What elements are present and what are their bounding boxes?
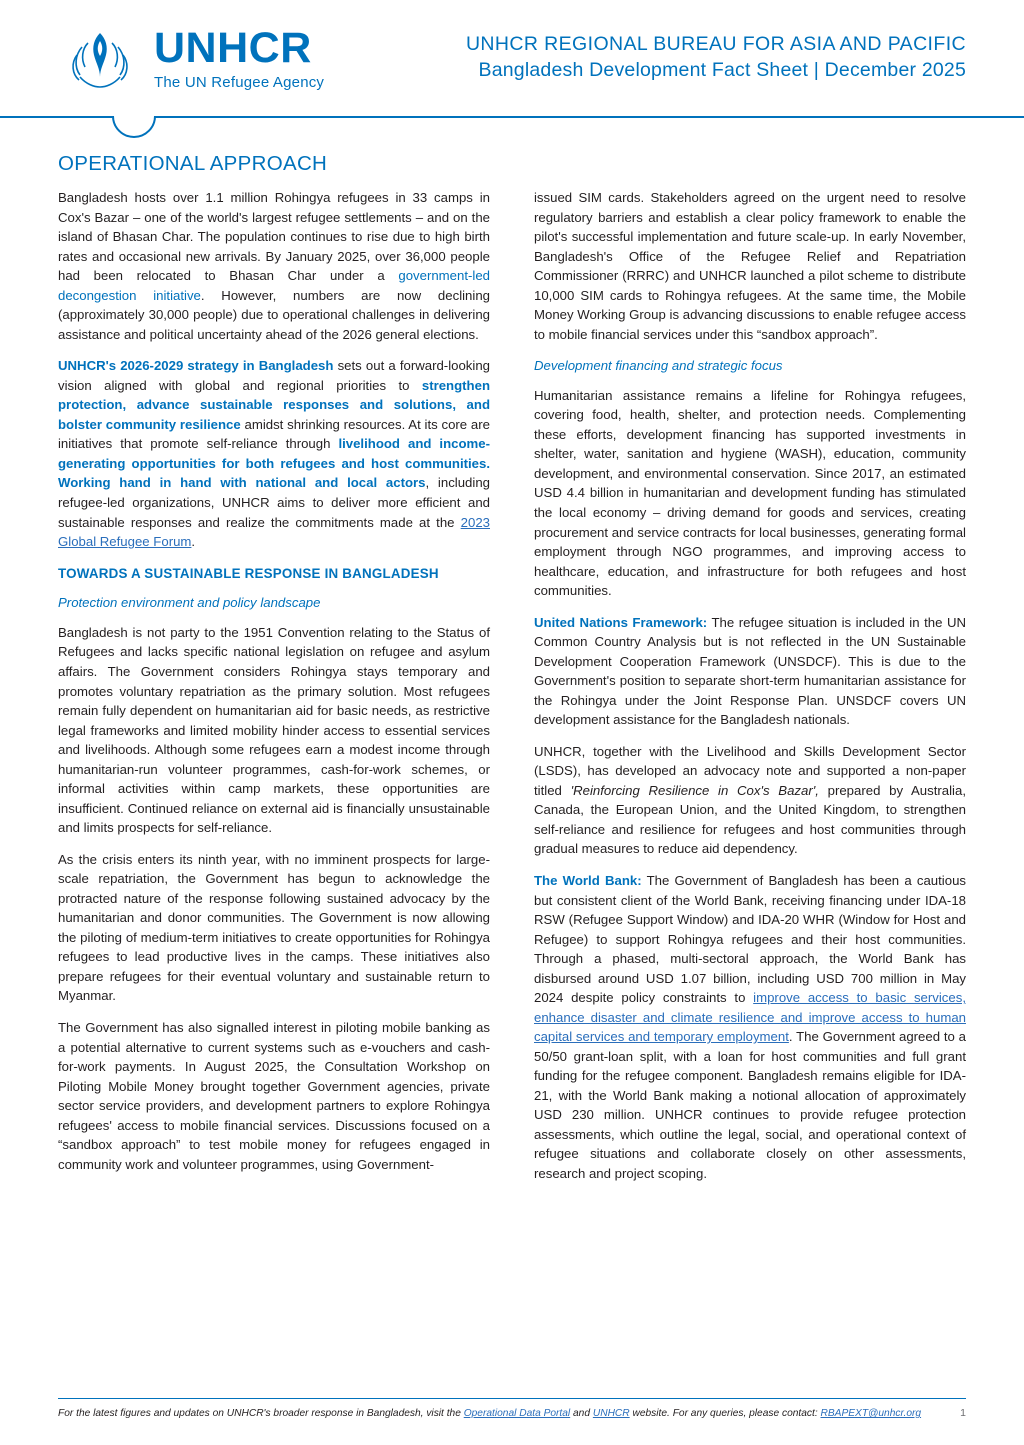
paragraph-un-framework: United Nations Framework: The refugee situation is included in the UN Common Country Analysis but is not reflected in the UN Sustainable Development Cooperation Framework (UNSDCF). This is due to the Government's position to separate short-term humanitarian assistance for the Rohingya under the Joint Response Plan. UNSDCF covers UN development assistance for the Bangladesh nationals. xyxy=(534,614,966,728)
header-bureau-line: UNHCR REGIONAL BUREAU FOR ASIA AND PACIFIC xyxy=(465,33,966,56)
subsection-heading-sustainable-response: TOWARDS A SUSTAINABLE RESPONSE IN BANGLADESH xyxy=(58,565,439,581)
header-notch-decoration xyxy=(112,116,156,138)
non-paper-title: 'Reinforcing Resilience in Cox's Bazar', xyxy=(570,782,819,798)
paragraph-mobile-banking: The Government has also signalled interest in piloting mobile banking as a potential alternative to current systems such as e-vouchers and cash-for-work payments. In August 2025, the Consultation Workshop on Piloting Mobile Money brought together Government agencies, private sector service providers, and development partners to explore Rohingya refugees' access to mobile financial services. Discussions focused on a “sandbox approach” to test mobile money for refugees engaged in community work and volunteer programmes, using Government- xyxy=(58,1020,490,1172)
subsection-heading-protection-environment: Protection environment and policy landscape xyxy=(58,595,321,611)
paragraph-legal-framework: Bangladesh is not party to the 1951 Convention relating to the Status of Refugees and lacks specific national legislation on refugee and asylum affairs. The Government considers Rohingya stays temporary and promotes voluntary repatriation as the primary solution. Most refugees remain fully dependent on humanitarian aid for basic needs, as restrictive legal frameworks and limited mobility hinder access to essential services and livelihoods. Although some refugees earn a modest income through humanitarian-run volunteer programmes, cash-for-work schemes, or informal activities within camp markets, these opportunities are insufficient. Continued reliance on external aid is financially unsustainable and limits prospects for self-reliance. xyxy=(58,624,490,836)
decongestion-initiative-highlight: government-led decongestion initiative xyxy=(58,268,490,303)
document-footer xyxy=(58,1398,966,1419)
left-column xyxy=(58,188,490,1196)
livelihood-highlight: livelihood and income-generating opportunities for both refugees and host communities. Working hand in hand with national and local actors xyxy=(58,436,490,491)
unhcr-website-link[interactable]: UNHCR xyxy=(592,1408,630,1419)
unhcr-logo-word: UNHCR xyxy=(154,23,312,72)
global-refugee-forum-link[interactable]: 2023 Global Refugee Forum xyxy=(58,514,490,550)
paragraph-lsds-advocacy: UNHCR, together with the Livelihood and Skills Development Sector (LSDS), has developed an advocacy note and supported a non-paper titled 'Reinforcing Resilience in Cox's Bazar', prepared by Australia, Canada, the European Union, and the United Kingdom, to strengthen self-reliance and resilience for refugees and host communities through gradual measures to reduce aid dependency. xyxy=(534,743,966,857)
footer-note: For the latest figures and updates on UNHCR's broader response in Bangladesh, visit the Operational Data Portal and UNHCR website. For any queries, please contact: RBAPEXT@unhcr.org xyxy=(58,1408,922,1419)
paragraph-protracted-crisis: As the crisis enters its ninth year, with no imminent prospects for large-scale repatriation, the Government has begun to acknowledge the protracted nature of the response following sustained advocacy by the humanitarian and donor communities. The Government is now allowing the piloting of medium-term initiatives to create opportunities for Rohingya refugees to lead productive lives in the camps. These initiatives also prepare refugees for their eventual voluntary and sustainable return to Myanmar. xyxy=(58,851,490,1004)
paragraph-population: Bangladesh hosts over 1.1 million Rohingya refugees in 33 camps in Cox's Bazar – one of the world's largest refugee settlements – and on the island of Bhasan Char. The population continues to rise due to high birth rates and occasional new arrivals. By January 2025, over 36,000 people had been relocated to Bhasan Char under a government-led decongestion initiative. However, numbers are now declining (approximately 30,000 people) due to operational challenges in delivering assistance and political uncertainty ahead of the 2026 general elections. xyxy=(58,190,490,342)
unhcr-wordmark xyxy=(154,23,325,91)
two-column-layout xyxy=(58,188,966,1196)
world-bank-lead: The World Bank: xyxy=(534,873,642,888)
un-framework-lead: United Nations Framework: xyxy=(534,614,708,630)
document-body xyxy=(0,118,1024,1196)
contact-email-link[interactable]: RBAPEXT@unhcr.org xyxy=(820,1408,922,1419)
paragraph-strategy: UNHCR's 2026-2029 strategy in Bangladesh sets out a forward-looking vision aligned with global and regional priorities to strengthen protection, advance sustainable responses and solutions, and bolster community resilience amidst shrinking resources. At its core are initiatives that promote self-reliance through livelihood and income-generating opportunities for both refugees and host communities. Working hand in hand with national and local actors, including refugee-led organizations, UNHCR aims to deliver more efficient and sustainable responses and realize the commitments made at the 2023 Global Refugee Forum. xyxy=(58,358,490,550)
unhcr-logo-tagline: The UN Refugee Agency xyxy=(154,73,325,91)
subsection-heading-development-financing: Development financing and strategic focus xyxy=(534,358,783,374)
paragraph-sim-cards: issued SIM cards. Stakeholders agreed on the urgent need to resolve regulatory barriers and establish a clear policy framework to enable the pilot's successful implementation and future scale-up. In early November, Bangladesh's Office of the Refugee Relief and Repatriation Commissioner (RRRC) and UNHCR launched a pilot scheme to distribute 10,000 SIM cards to Rohingya refugees. At the same time, the Mobile Money Working Group is advancing discussions to enable refugee access to mobile financial services under this “sandbox approach”. xyxy=(534,190,966,342)
right-column xyxy=(534,188,966,1196)
unhcr-logo xyxy=(58,23,325,91)
strategy-highlight: UNHCR's 2026-2029 strategy in Bangladesh xyxy=(58,358,334,374)
priorities-highlight: strengthen protection, advance sustainable responses and solutions, and bolster community resilience xyxy=(58,377,490,432)
document-header xyxy=(0,0,1024,118)
world-bank-access-link[interactable]: improve access to basic services, enhance disaster and climate resilience and improve access to human capital services and temporary employment xyxy=(534,990,966,1045)
header-title-block xyxy=(466,32,966,83)
paragraph-world-bank: The World Bank: The Government of Bangladesh has been a cautious but consistent client of the World Bank, receiving financing under IDA-18 RSW (Refugee Support Window) and IDA-20 WHR (Window for Host and Refugee) to support Rohingya refugees and their host communities. Through a phased, multi-sectoral approach, the World Bank has disbursed around USD 1.07 billion, including USD 700 million in May 2024 despite policy constraints to improve access to basic services, enhance disaster and climate resilience and improve access to human capital services and temporary employment. The Government agreed to a 50/50 grant-loan split, with a loan for host communities and full grant funding for the refugee component. Bangladesh remains eligible for IDA-21, with the World Bank making a notional allocation of approximately USD 230 million. UNHCR continues to provide refugee protection assessments, which outline the legal, social, and operational context of refugee situations and collaborate closely on other assessments, research and project scoping. xyxy=(534,873,966,1181)
header-document-line: Bangladesh Development Fact Sheet | December 2025 xyxy=(478,59,966,81)
operational-data-portal-link[interactable]: Operational Data Portal xyxy=(463,1408,571,1419)
unhcr-emblem-icon xyxy=(58,27,142,89)
page-number: 1 xyxy=(960,1407,966,1419)
page-title: OPERATIONAL APPROACH xyxy=(58,152,328,175)
paragraph-humanitarian-assistance: Humanitarian assistance remains a lifeline for Rohingya refugees, covering food, health, shelter, and protection needs. Complementing these efforts, development financing has supported investments in shelter, water, sanitation and hygiene (WASH), education, community development, and environmental conservation. Since 2017, an estimated USD 4.4 billion in humanitarian and development funding has stimulated the local economy – driving demand for goods and services, creating procurement and service contracts for local businesses, generating formal employment through NGO programmes, and improving access to healthcare, education, and infrastructure for both refugees and host communities. xyxy=(534,387,966,599)
